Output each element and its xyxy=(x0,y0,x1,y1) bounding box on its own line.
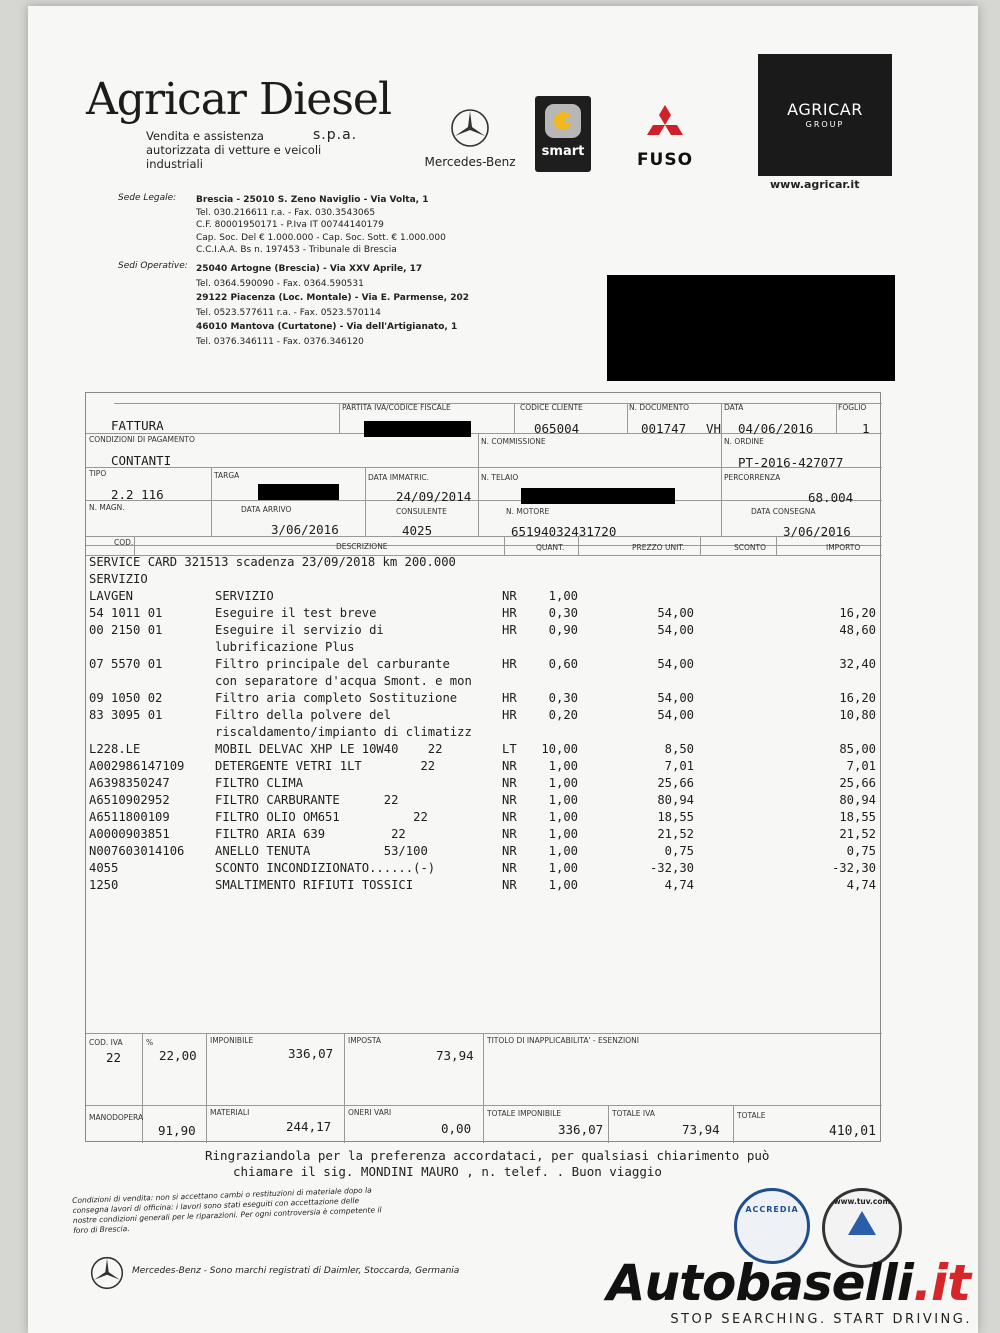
item-code: 09 1050 02 xyxy=(89,691,163,705)
item-desc: FILTRO CARBURANTE 22 xyxy=(215,793,399,807)
table-row xyxy=(86,640,882,657)
imposta: 73,94 xyxy=(436,1048,474,1063)
mercedes-star-icon xyxy=(450,108,490,148)
item-unit: NR xyxy=(502,878,517,892)
redacted-customer-address xyxy=(607,275,895,381)
legal-line: Cap. Soc. Del € 1.000.000 - Cap. Soc. Sott. € 1.000.000 xyxy=(196,232,446,243)
item-qty: 0,90 xyxy=(548,623,578,637)
table-row xyxy=(86,674,882,691)
item-price: -32,30 xyxy=(649,861,694,875)
line-items xyxy=(86,555,882,895)
label-data-arrivo: DATA ARRIVO xyxy=(241,505,292,514)
item-price: 54,00 xyxy=(657,708,694,722)
label-n-commissione: N. COMMISSIONE xyxy=(481,437,546,446)
item-price: 18,55 xyxy=(657,810,694,824)
item-price: 54,00 xyxy=(657,606,694,620)
item-amount: 48,60 xyxy=(839,623,876,637)
item-code: N007603014106 xyxy=(89,844,185,858)
label-perc: % xyxy=(146,1038,154,1047)
fuso-logo-text: FUSO xyxy=(636,150,694,170)
item-qty: 1,00 xyxy=(548,878,578,892)
label-foglio: FOGLIO xyxy=(838,403,867,412)
item-unit: NR xyxy=(502,844,517,858)
codice-cliente: 065004 xyxy=(534,421,580,436)
label-partita-iva: PARTITA IVA/CODICE FISCALE xyxy=(342,403,451,412)
item-desc: Eseguire il servizio di xyxy=(215,623,384,637)
item-price: 54,00 xyxy=(657,623,694,637)
legal-line: Brescia - 25010 S. Zeno Naviglio - Via Volta, 1 xyxy=(196,195,429,205)
legal-line: C.C.I.A.A. Bs n. 197453 - Tribunale di Brescia xyxy=(196,245,397,255)
item-desc: SERVIZIO xyxy=(215,589,274,603)
watermark-tld: .it xyxy=(912,1254,970,1312)
cod-iva: 22 xyxy=(106,1050,122,1065)
smart-logo xyxy=(535,96,591,172)
label-materiali: MATERIALI xyxy=(210,1108,250,1117)
item-qty: 1,00 xyxy=(548,827,578,841)
thank-you-note xyxy=(205,1148,769,1180)
item-amount: 25,66 xyxy=(839,776,876,790)
item-qty: 0,60 xyxy=(548,657,578,671)
item-qty: 1,00 xyxy=(548,793,578,807)
condizioni-pagamento: CONTANTI xyxy=(111,453,172,468)
group-sub: GROUP xyxy=(805,120,845,129)
item-amount: 10,80 xyxy=(839,708,876,722)
item-unit: HR xyxy=(502,606,517,620)
item-price: 54,00 xyxy=(657,657,694,671)
doc-date: 04/06/2016 xyxy=(738,421,814,436)
agricar-group-logo xyxy=(758,54,892,176)
label-percorrenza: PERCORRENZA xyxy=(724,473,781,482)
item-code: 54 1011 01 xyxy=(89,606,163,620)
table-row xyxy=(86,776,882,793)
redacted-partita-iva xyxy=(364,421,471,437)
mercedes-logo-text: Mercedes-Benz xyxy=(424,155,516,169)
table-row xyxy=(86,555,882,572)
item-code: 83 3095 01 xyxy=(89,708,163,722)
ops-line: 46010 Mantova (Curtatone) - Via dell'Artigianato, 1 xyxy=(196,322,458,332)
iva-perc: 22,00 xyxy=(159,1048,197,1063)
data-arrivo: 3/06/2016 xyxy=(271,522,339,537)
item-amount: 4,74 xyxy=(846,878,876,892)
item-code: A6510902952 xyxy=(89,793,170,807)
label-n-motore: N. MOTORE xyxy=(506,507,550,516)
label-tipo: TIPO xyxy=(89,469,107,478)
table-row xyxy=(86,708,882,725)
table-row xyxy=(86,759,882,776)
item-unit: NR xyxy=(502,861,517,875)
ops-line: Tel. 0523.577611 r.a. - Fax. 0523.570114 xyxy=(196,307,381,318)
col-importo: IMPORTO xyxy=(826,543,861,552)
item-amount: 21,52 xyxy=(839,827,876,841)
label-data: DATA xyxy=(724,403,744,412)
label-n-documento: N. DOCUMENTO xyxy=(629,403,690,412)
accredia-seal-text: ACCREDIA xyxy=(745,1205,799,1214)
item-price: 80,94 xyxy=(657,793,694,807)
col-sconto: SCONTO xyxy=(734,543,766,552)
item-unit: HR xyxy=(502,657,517,671)
item-amount: 7,01 xyxy=(846,759,876,773)
item-qty: 0,30 xyxy=(548,691,578,705)
doc-type: FATTURA xyxy=(111,418,164,433)
item-code: 4055 xyxy=(89,861,119,875)
company-tagline: Vendita e assistenza autorizzata di vetture e veicoli industriali xyxy=(146,129,322,171)
label-totale-imponibile: TOTALE IMPONIBILE xyxy=(487,1109,562,1118)
item-code: A0000903851 xyxy=(89,827,170,841)
item-code: 00 2150 01 xyxy=(89,623,163,637)
label-manodopera: MANODOPERA xyxy=(89,1113,144,1122)
legal-address-label: Sede Legale: xyxy=(118,193,177,203)
n-ordine: PT-2016-427077 xyxy=(738,455,844,470)
table-row xyxy=(86,861,882,878)
label-n-ordine: N. ORDINE xyxy=(724,437,764,446)
item-desc: Filtro aria completo Sostituzione xyxy=(215,691,458,705)
item-qty: 1,00 xyxy=(548,759,578,773)
table-row xyxy=(86,827,882,844)
foglio: 1 xyxy=(862,421,870,436)
item-amount: 85,00 xyxy=(839,742,876,756)
label-totale-iva: TOTALE IVA xyxy=(612,1109,655,1118)
group-name: AGRICAR xyxy=(787,100,863,119)
item-desc: ANELLO TENUTA 53/100 xyxy=(215,844,428,858)
table-row xyxy=(86,793,882,810)
ops-address xyxy=(196,262,469,349)
item-amount: -32,30 xyxy=(831,861,876,875)
legal-address xyxy=(196,194,446,257)
item-desc: MOBIL DELVAC XHP LE 10W40 22 xyxy=(215,742,443,756)
smart-logo-text: smart xyxy=(541,144,585,159)
item-desc: lubrificazione Plus xyxy=(215,640,355,654)
item-desc: SERVIZIO xyxy=(89,572,148,586)
consulente: 4025 xyxy=(402,523,433,538)
label-imponibile: IMPONIBILE xyxy=(210,1036,254,1045)
item-price: 21,52 xyxy=(657,827,694,841)
label-totale: TOTALE xyxy=(737,1111,766,1120)
tipo: 2.2 116 xyxy=(111,487,164,502)
company-name: Agricar Diesel xyxy=(86,74,392,125)
item-price: 7,01 xyxy=(664,759,694,773)
table-row xyxy=(86,572,882,589)
n-documento: 001747 xyxy=(641,421,687,436)
item-unit: NR xyxy=(502,810,517,824)
item-unit: LT xyxy=(502,742,517,756)
redacted-telaio xyxy=(521,488,675,504)
item-qty: 0,20 xyxy=(548,708,578,722)
item-desc: FILTRO OLIO OM651 22 xyxy=(215,810,428,824)
col-prezzo-unit: PREZZO UNIT. xyxy=(632,543,685,552)
item-code: LAVGEN xyxy=(89,589,134,603)
item-desc: con separatore d'acqua Smont. e mon xyxy=(215,674,472,688)
manodopera: 91,90 xyxy=(158,1123,196,1138)
item-unit: NR xyxy=(502,759,517,773)
item-desc: Eseguire il test breve xyxy=(215,606,377,620)
tuv-seal-url: www.tuv.com xyxy=(833,1197,891,1206)
thanks-line-1: Ringraziandola per la preferenza accordataci, per qualsiasi chiarimento può xyxy=(205,1148,770,1163)
item-unit: HR xyxy=(502,623,517,637)
label-consulente: CONSULENTE xyxy=(396,507,447,516)
item-price: 8,50 xyxy=(664,742,694,756)
item-qty: 1,00 xyxy=(548,776,578,790)
totale-iva: 73,94 xyxy=(682,1122,720,1137)
item-unit: HR xyxy=(502,708,517,722)
item-desc: DETERGENTE VETRI 1LT 22 xyxy=(215,759,436,773)
col-quant: QUANT. xyxy=(536,543,565,552)
trademark-note: Mercedes-Benz - Sono marchi registrati di Daimler, Stoccarda, Germania xyxy=(132,1266,460,1276)
item-amount: 16,20 xyxy=(839,606,876,620)
table-row xyxy=(86,742,882,759)
website: www.agricar.it xyxy=(770,178,860,191)
item-unit: HR xyxy=(502,691,517,705)
smart-badge-icon xyxy=(545,104,581,138)
table-row xyxy=(86,810,882,827)
label-condizioni: CONDIZIONI DI PAGAMENTO xyxy=(89,435,195,444)
data-consegna: 3/06/2016 xyxy=(783,524,851,539)
item-desc: SMALTIMENTO RIFIUTI TOSSICI xyxy=(215,878,414,892)
n-motore: 65194032431720 xyxy=(511,524,617,539)
item-price: 0,75 xyxy=(664,844,694,858)
doc-suffix: VH xyxy=(706,421,722,436)
item-code: L228.LE xyxy=(89,742,141,756)
table-row xyxy=(86,844,882,861)
ops-line: 25040 Artogne (Brescia) - Via XXV Aprile, 17 xyxy=(196,264,423,274)
redacted-targa xyxy=(258,484,339,500)
item-desc: FILTRO CLIMA xyxy=(215,776,304,790)
item-desc: FILTRO ARIA 639 22 xyxy=(215,827,406,841)
item-code: A6511800109 xyxy=(89,810,170,824)
col-descrizione: DESCRIZIONE xyxy=(336,542,388,551)
col-cod: COD. xyxy=(114,538,134,547)
materiali: 244,17 xyxy=(286,1119,332,1134)
item-code: A6398350247 xyxy=(89,776,170,790)
table-row xyxy=(86,657,882,674)
item-amount: 16,20 xyxy=(839,691,876,705)
ops-line: Tel. 0376.346111 - Fax. 0376.346120 xyxy=(196,336,364,347)
item-code: 07 5570 01 xyxy=(89,657,163,671)
label-targa: TARGA xyxy=(214,471,240,480)
sale-conditions: Condizioni di vendita: non si accettano cambi o restituzioni di materiale dopo la consegna lavori di officina: i lavori sono stati eseguiti con accettazione delle nostre condizioni generali per le riparazioni. Per ogni controversia è competente il foro di Brescia. xyxy=(72,1185,382,1235)
item-price: 4,74 xyxy=(664,878,694,892)
legal-line: Tel. 030.216611 r.a. - Fax. 030.3543065 xyxy=(196,207,376,218)
legal-line: C.F. 80001950171 - P.Iva IT 00744140179 xyxy=(196,220,384,230)
item-qty: 1,00 xyxy=(548,810,578,824)
watermark-logo xyxy=(607,1254,970,1312)
label-cod-iva: COD. IVA xyxy=(89,1038,123,1047)
table-row xyxy=(86,878,882,895)
ops-line: Tel. 0364.590090 - Fax. 0364.590531 xyxy=(196,278,364,289)
item-price: 25,66 xyxy=(657,776,694,790)
totale-imponibile: 336,07 xyxy=(558,1122,604,1137)
item-qty: 1,00 xyxy=(548,861,578,875)
item-amount: 80,94 xyxy=(839,793,876,807)
label-imposta: IMPOSTA xyxy=(348,1036,381,1045)
table-row xyxy=(86,691,882,708)
item-unit: NR xyxy=(502,589,517,603)
totale: 410,01 xyxy=(829,1124,876,1139)
company-suffix: s.p.a. xyxy=(313,127,358,143)
item-amount: 0,75 xyxy=(846,844,876,858)
item-code: A002986147109 xyxy=(89,759,185,773)
autobaselli-watermark xyxy=(0,1218,1000,1333)
thanks-line-2: chiamare il sig. MONDINI MAURO , n. telef. . Buon viaggio xyxy=(233,1164,662,1179)
watermark-tagline: STOP SEARCHING. START DRIVING. xyxy=(670,1312,972,1327)
table-row xyxy=(86,725,882,742)
item-amount: 18,55 xyxy=(839,810,876,824)
item-unit: NR xyxy=(502,776,517,790)
item-price: 54,00 xyxy=(657,691,694,705)
label-n-telaio: N. TELAIO xyxy=(481,473,519,482)
table-row xyxy=(86,623,882,640)
label-n-magn: N. MAGN. xyxy=(89,503,125,512)
label-titolo: TITOLO DI INAPPLICABILITA' - ESENZIONI xyxy=(487,1036,639,1045)
mercedes-logo xyxy=(418,108,522,169)
item-amount: 32,40 xyxy=(839,657,876,671)
table-row xyxy=(86,606,882,623)
item-qty: 0,30 xyxy=(548,606,578,620)
label-data-consegna: DATA CONSEGNA xyxy=(751,507,816,516)
item-desc: Filtro principale del carburante xyxy=(215,657,450,671)
ops-line: 29122 Piacenza (Loc. Montale) - Via E. Parmense, 202 xyxy=(196,293,469,303)
label-data-immatric: DATA IMMATRIC. xyxy=(368,473,430,482)
label-codice-cliente: CODICE CLIENTE xyxy=(520,403,583,412)
ops-address-label: Sedi Operative: xyxy=(118,261,188,271)
label-oneri: ONERI VARI xyxy=(348,1108,392,1117)
item-qty: 10,00 xyxy=(541,742,578,756)
item-unit: NR xyxy=(502,827,517,841)
item-desc: SCONTO INCONDIZIONATO......(-) xyxy=(215,861,436,875)
three-diamonds-icon xyxy=(643,104,687,144)
data-immatric: 24/09/2014 xyxy=(396,489,472,504)
fuso-logo xyxy=(630,104,700,170)
table-row xyxy=(86,589,882,606)
item-qty: 1,00 xyxy=(548,589,578,603)
watermark-name: Autobaselli xyxy=(606,1254,913,1312)
item-code: 1250 xyxy=(89,878,119,892)
oneri-vari: 0,00 xyxy=(441,1121,472,1136)
item-desc: riscaldamento/impianto di climatizz xyxy=(215,725,472,739)
imponibile: 336,07 xyxy=(288,1046,334,1061)
invoice-table xyxy=(85,392,881,1142)
item-qty: 1,00 xyxy=(548,844,578,858)
item-desc: SERVICE CARD 321513 scadenza 23/09/2018 km 200.000 xyxy=(89,555,456,569)
percorrenza: 68.004 xyxy=(808,490,854,505)
item-desc: Filtro della polvere del xyxy=(215,708,392,722)
item-unit: NR xyxy=(502,793,517,807)
